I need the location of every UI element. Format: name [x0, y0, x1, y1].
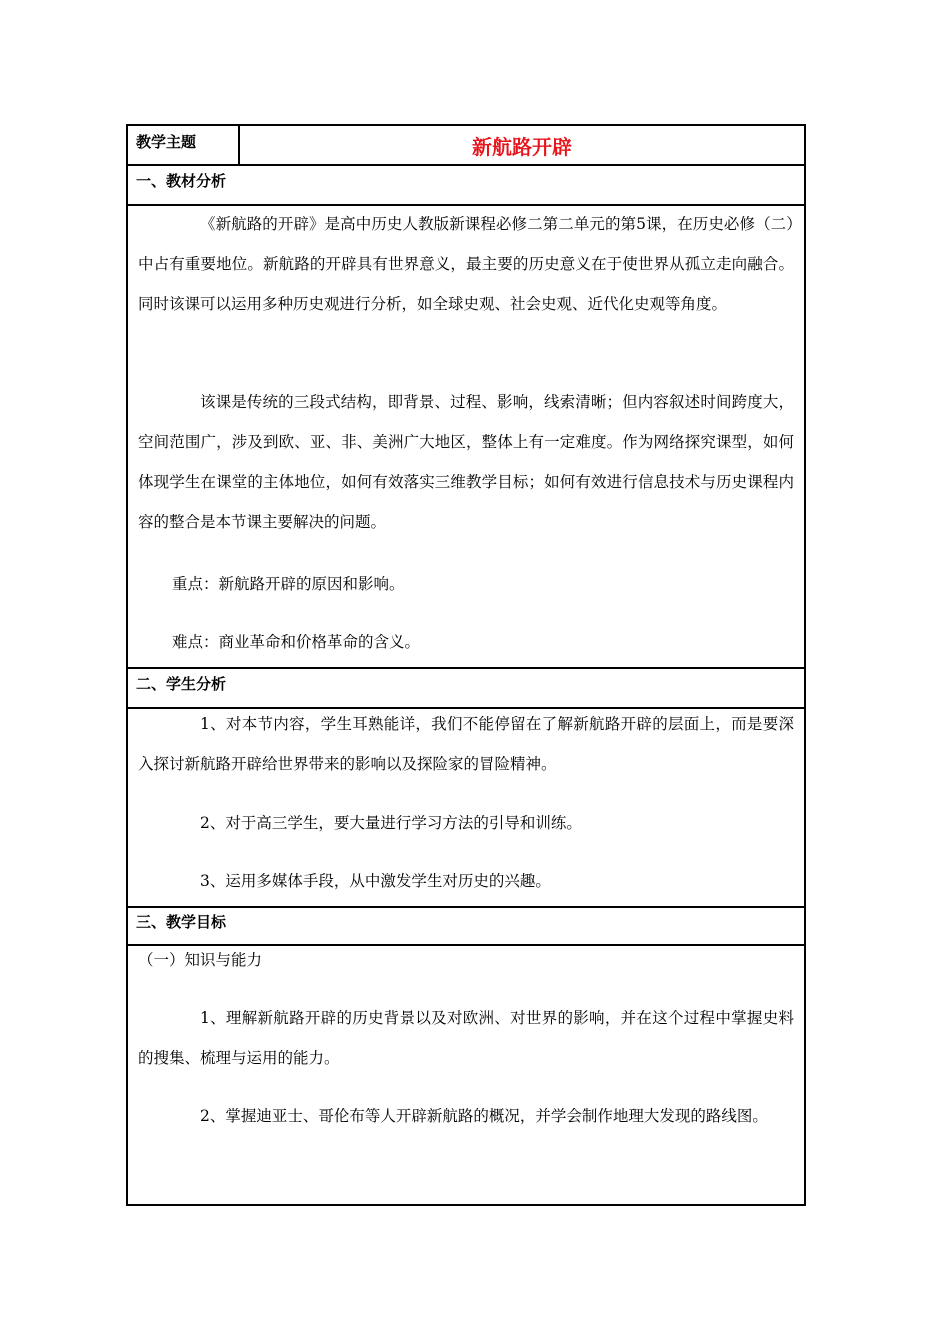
key-point: 重点：新航路开辟的原因和影响。 [172, 575, 405, 593]
row-divider [128, 164, 804, 166]
topic-label: 教学主题 [136, 133, 197, 151]
paragraph: 《新航路的开辟》是高中历史人教版新课程必修二第二单元的第5课，在历史必修（二）中占有重要地位。新航路的开辟具有世界意义，最主要的历史意义在于使世界从孤立走向融合。同时该课可以运用多种历史观进行分析，如全球史观、社会史观、近代化史观等角度。 [138, 215, 794, 313]
paragraph: 1、对本节内容，学生耳熟能详，我们不能停留在了解新航路开辟的层面上，而是要深入探讨新航路开辟给世界带来的影响以及探险家的冒险精神。 [138, 715, 794, 773]
section-heading-teaching-objectives: 三、教学目标 [136, 913, 227, 931]
paragraph: 3、运用多媒体手段，从中激发学生对历史的兴趣。 [200, 872, 551, 890]
paragraph: 2、对于高三学生，要大量进行学习方法的引导和训练。 [200, 814, 582, 832]
paragraph: 2、掌握迪亚士、哥伦布等人开辟新航路的概况，并学会制作地理大发现的路线图。 [200, 1107, 768, 1125]
row-divider [128, 667, 804, 669]
page-title: 新航路开辟 [472, 135, 572, 159]
section-heading-textbook-analysis: 一、教材分析 [136, 172, 227, 190]
paragraph: 该课是传统的三段式结构，即背景、过程、影响，线索清晰；但内容叙述时间跨度大，空间范围广，涉及到欧、亚、非、美洲广大地区，整体上有一定难度。作为网络探究课型，如何体现学生在课堂的主体地位，如何有效落实三维教学目标；如何有效进行信息技术与历史课程内容的整合是本节课主要解决的问题。 [138, 393, 794, 531]
subsection-title: （一）知识与能力 [138, 951, 263, 969]
paragraph: 1、理解新航路开辟的历史背景以及对欧洲、对世界的影响，并在这个过程中掌握史料的搜集、梳理与运用的能力。 [138, 1009, 794, 1067]
lesson-plan-table [126, 124, 806, 1206]
row-divider [128, 906, 804, 908]
section-heading-student-analysis: 二、学生分析 [136, 675, 227, 693]
difficult-point: 难点：商业革命和价格革命的含义。 [172, 633, 421, 651]
